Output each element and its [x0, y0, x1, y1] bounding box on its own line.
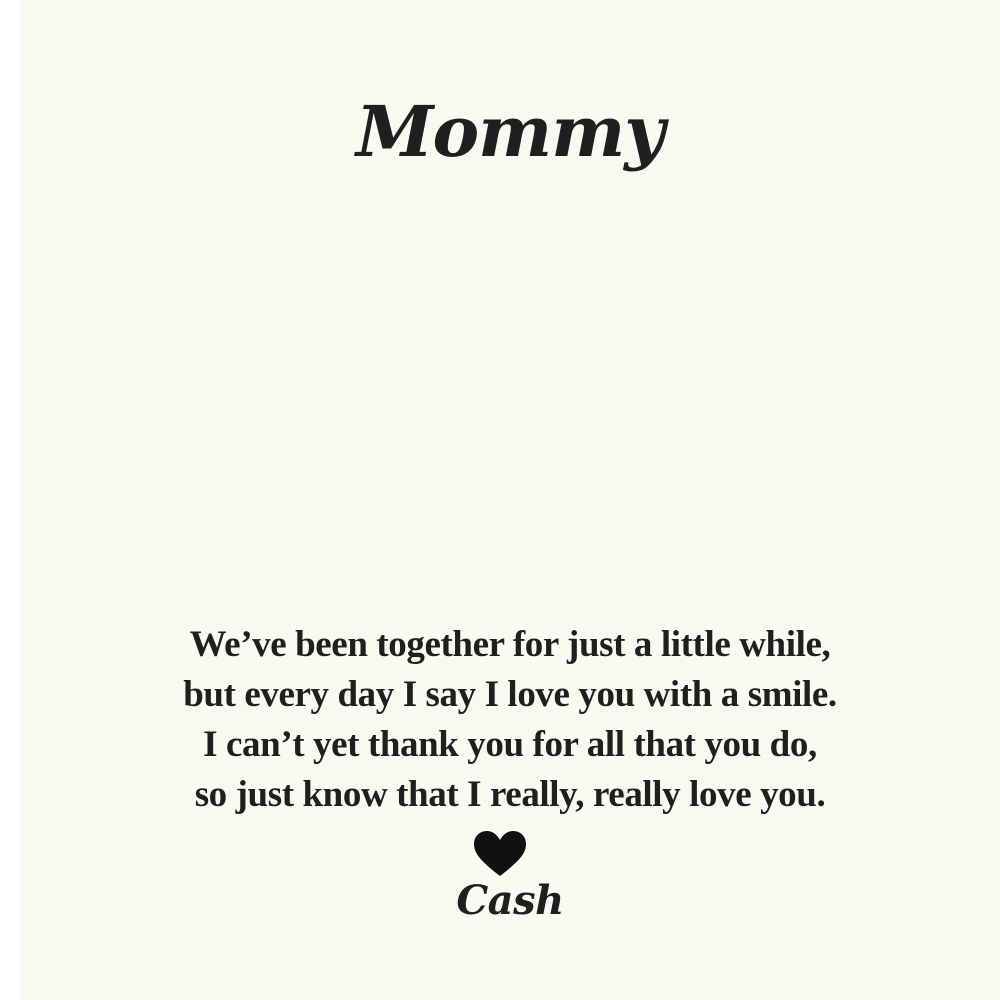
poem-line: so just know that I really, really love you. — [194, 774, 826, 815]
card-title: Mommy — [356, 90, 664, 173]
signature: Cash — [456, 877, 564, 924]
poem-line: but every day I say I love you with a smile. — [183, 674, 837, 715]
poem — [20, 620, 1000, 820]
poem-line: I can’t yet thank you for all that you do, — [203, 724, 817, 765]
heart-icon — [472, 830, 528, 878]
card — [20, 0, 1000, 1000]
poem-line: We’ve been together for just a little while, — [189, 624, 831, 665]
